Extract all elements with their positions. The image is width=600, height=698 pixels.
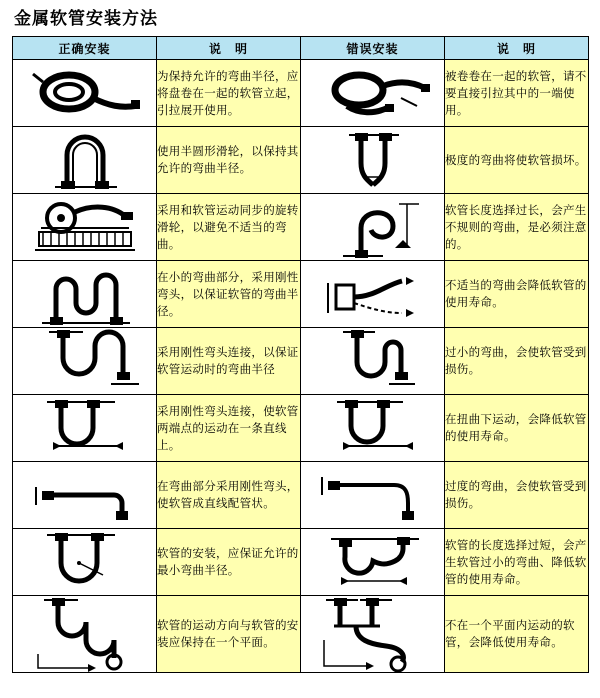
table-row: [13, 529, 589, 596]
header-description-2: 说 明: [445, 37, 589, 60]
header-description-1: 说 明: [157, 37, 301, 60]
table-row: [13, 60, 589, 127]
row-description: 软管的长度选择过短，会产生软管过小的弯曲、降低软管的使用寿命。: [445, 529, 589, 596]
sync-pulley-correct-icon: [13, 194, 157, 261]
row-description: 使用半圆形滑轮，以保持其允许的弯曲半径。: [157, 127, 301, 194]
rigid-elbow-connect-correct-icon: [13, 328, 157, 395]
row-description: 软管的运动方向与软管的安装应保持在一个平面。: [157, 596, 301, 673]
row-description: 采用刚性弯头连接，以保证软管运动时的弯曲半径: [157, 328, 301, 395]
row-description: 在扭曲下运动，会降低软管的使用寿命。: [445, 395, 589, 462]
min-bend-radius-correct-icon: [13, 529, 157, 596]
row-description: 软管的安装，应保证允许的最小弯曲半径。: [157, 529, 301, 596]
table-row: [13, 462, 589, 529]
off-plane-motion-wrong-icon: [301, 596, 445, 673]
table-row: [13, 328, 589, 395]
row-description: 不适当的弯曲会降低软管的使用寿命。: [445, 261, 589, 328]
row-description: 极度的弯曲将使软管损坏。: [445, 127, 589, 194]
long-hose-wrong-icon: [301, 194, 445, 261]
coiled-hose-wrong-icon: [301, 60, 445, 127]
table-row: [13, 261, 589, 328]
table-row: [13, 194, 589, 261]
same-plane-motion-correct-icon: [13, 596, 157, 673]
sharp-bend-wrong-icon: [301, 127, 445, 194]
page-title: 金属软管安装方法: [14, 9, 158, 29]
row-description: 采用刚性弯头连接，使软管两端点的运动在一条直线上。: [157, 395, 301, 462]
semicircle-sheave-correct-icon: [13, 127, 157, 194]
table-row: [13, 127, 589, 194]
row-description: 在小的弯曲部分，采用刚性弯头，以保证软管的弯曲半径。: [157, 261, 301, 328]
over-bend-wrong-icon: [301, 462, 445, 529]
row-description: 在弯曲部分采用刚性弯头，使软管成直线配管状。: [157, 462, 301, 529]
improper-bend-wrong-icon: [301, 261, 445, 328]
row-description: 过度的弯曲，会使软管受到损伤。: [445, 462, 589, 529]
row-description: 为保持允许的弯曲半径，应将盘卷在一起的软管立起，引拉展开使用。: [157, 60, 301, 127]
row-description: 软管长度选择过长，会产生不规则的弯曲，是必须注意的。: [445, 194, 589, 261]
table-header-row: [13, 37, 589, 60]
row-description: 被卷卷在一起的软管，请不要直接引拉其中的一端使用。: [445, 60, 589, 127]
row-description: 过小的弯曲，会使软管受到损伤。: [445, 328, 589, 395]
row-description: 采用和软管运动同步的旋转滑轮，以避免不适当的弯曲。: [157, 194, 301, 261]
row-description: 不在一个平面内运动的软管，会降低使用寿命。: [445, 596, 589, 673]
straight-piping-correct-icon: [13, 462, 157, 529]
straight-line-motion-correct-icon: [13, 395, 157, 462]
header-wrong-install: 错误安装: [301, 37, 445, 60]
coiled-hose-correct-icon: [13, 60, 157, 127]
header-correct-install: 正确安装: [13, 37, 157, 60]
rigid-bend-small-correct-icon: [13, 261, 157, 328]
twist-motion-wrong-icon: [301, 395, 445, 462]
table-row: [13, 596, 589, 673]
too-long-hose-wrong-icon: [301, 529, 445, 596]
table-row: [13, 395, 589, 462]
hose-installation-table: [12, 36, 589, 673]
too-small-bend-wrong-icon: [301, 328, 445, 395]
